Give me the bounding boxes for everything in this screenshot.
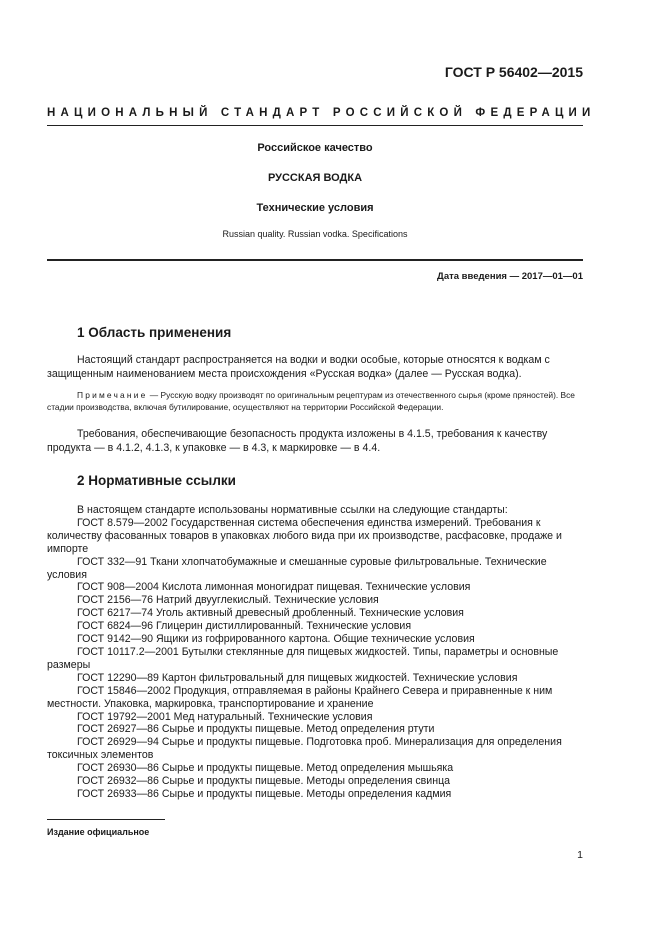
title-line-1: Российское качество [257,142,373,154]
note-label: Примечание [77,390,148,400]
title-english: Russian quality. Russian vodka. Specifications [222,229,408,239]
title-line-3: Технические условия [256,202,374,214]
section-1-note [47,389,583,413]
footer-divider [47,819,165,820]
section-1-paragraph-2: Требования, обеспечивающие безопасность продукта изложены в 4.1.5, требования к качеству продукта — в 4.1.2, 4.1.3, к упаковке — в 4.3, к маркировке — в 4.4. [47,428,548,454]
reference-item: ГОСТ 8.579—2002 Государственная система обеспечения единства измерений. Требования к количеству фасованных товаров в упаковках любого вида при их производстве, расфасовке, продаже и импорте [47,516,562,555]
reference-item: ГОСТ 6824—96 Глицерин дистиллированный. Технические условия [77,620,412,633]
reference-item: ГОСТ 26929—94 Сырье и продукты пищевые. Подготовка проб. Минерализация для определения токсичных элементов [47,736,562,762]
official-edition-label: Издание официальное [47,827,150,837]
reference-item: ГОСТ 6217—74 Уголь активный древесный дробленный. Технические условия [77,607,464,620]
reference-item: ГОСТ 26930—86 Сырье и продукты пищевые. Метод определения мышьяка [77,762,454,775]
reference-item: ГОСТ 12290—89 Картон фильтровальный для пищевых жидкостей. Технические условия [77,671,518,684]
section-1-paragraph-1: Настоящий стандарт распространяется на водки и водки особые, которые относятся к водкам с защищенным наименованием места происхождения «Русская водка» (далее — Русская водка). [47,354,550,380]
reference-item: ГОСТ 10117.2—2001 Бутылки стеклянные для пищевых жидкостей. Типы, параметры и основные размеры [47,645,559,671]
section-1-heading: 1 Область применения [77,325,232,340]
page-number: 1 [577,849,583,861]
reference-item: ГОСТ 26932—86 Сырье и продукты пищевые. Методы определения свинца [77,775,451,788]
reference-item: ГОСТ 26933—86 Сырье и продукты пищевые. Методы определения кадмия [77,787,452,800]
reference-item: ГОСТ 908—2004 Кислота лимонная моногидрат пищевая. Технические условия [77,581,471,594]
national-standard-banner: НАЦИОНАЛЬНЫЙ СТАНДАРТ РОССИЙСКОЙ ФЕДЕРАЦИИ [47,107,596,119]
reference-item: ГОСТ 19792—2001 Мед натуральный. Технические условия [77,710,373,723]
reference-item: ГОСТ 9142—90 Ящики из гофрированного картона. Общие технические условия [77,633,475,646]
reference-item: ГОСТ 15846—2002 Продукция, отправляемая в районы Крайнего Севера и приравненные к ним местности. Упаковка, маркировка, транспортирование и хранение [47,684,553,710]
references-intro: В настоящем стандарте использованы нормативные ссылки на следующие стандарты: [77,504,508,516]
introduction-date: Дата введения — 2017—01—01 [437,271,583,282]
reference-item: ГОСТ 2156—76 Натрий двууглекислый. Технические условия [77,594,379,607]
references-list [47,504,583,801]
header-divider [47,125,583,126]
reference-item: ГОСТ 332—91 Ткани хлопчатобумажные и смешанные суровые фильтровальные. Технические условия [47,555,547,581]
section-2-heading: 2 Нормативные ссылки [77,473,236,488]
title-line-2: РУССКАЯ ВОДКА [267,172,363,184]
reference-item: ГОСТ 26927—86 Сырье и продукты пищевые. Метод определения ртути [77,723,435,736]
title-divider [47,259,583,261]
note-text: — Русскую водку производят по оригинальным рецептурам из отечественного сырья (кроме пряностей). Все стадии производства, включая бутилирование, осуществляют на территории Российской Федерации. [47,390,575,412]
standard-designation: ГОСТ Р 56402—2015 [444,64,583,80]
